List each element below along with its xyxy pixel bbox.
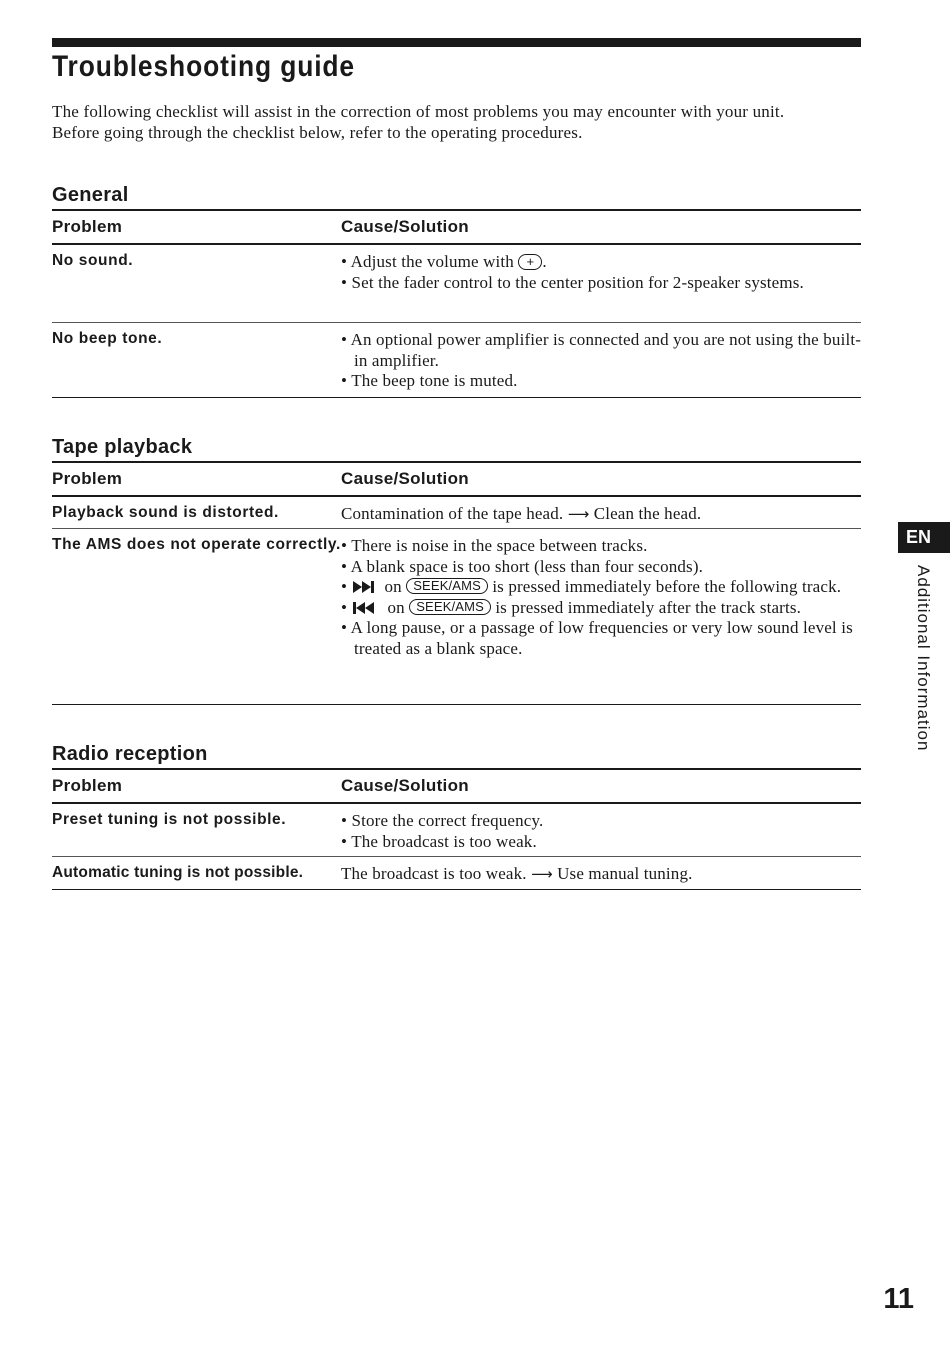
bullet: •	[341, 811, 348, 830]
solution-text: A blank space is too short (less than four seconds).	[350, 556, 704, 576]
table-row	[52, 497, 861, 529]
solution-cell	[341, 804, 861, 856]
language-tab: EN	[898, 522, 950, 553]
solution-text: There is noise in the space between tracks.	[351, 536, 648, 555]
troubleshooting-table	[52, 768, 861, 890]
solution-text: .	[542, 252, 547, 271]
solution-text: Adjust the volume with	[350, 252, 514, 271]
solution-cell	[341, 529, 861, 704]
section-title: General	[52, 184, 129, 206]
solution-text: The beep tone is muted.	[351, 371, 518, 390]
solution-text: is pressed immediately before the following track.	[492, 577, 842, 596]
solution-text: on	[387, 597, 405, 617]
bullet: •	[341, 536, 348, 555]
solution-text: Clean the head.	[593, 504, 702, 523]
intro-line-1: The following checklist will assist in the correction of most problems you may encounter with your unit.	[52, 102, 785, 121]
solution-text: A long pause, or a passage of low frequencies or very low sound level is treated as a blank space.	[350, 618, 853, 658]
bullet: •	[341, 556, 348, 576]
solution-item	[341, 832, 861, 853]
bullet: •	[341, 371, 348, 390]
solution-item	[341, 536, 861, 557]
solution-cell	[341, 245, 861, 322]
table-row	[52, 857, 861, 890]
previous-track-icon	[352, 601, 388, 615]
solution-text: is pressed immediately after the track starts.	[495, 597, 802, 617]
problem-cell: No beep tone.	[52, 330, 163, 347]
table-row	[52, 245, 861, 323]
bullet: •	[341, 577, 348, 596]
intro-line-2: Before going through the checklist below, refer to the operating procedures.	[52, 123, 583, 142]
solution-item	[341, 811, 861, 832]
solution-header: Cause/Solution	[341, 217, 469, 236]
solution-text: The broadcast is too weak.	[351, 831, 537, 851]
solution-header: Cause/Solution	[341, 776, 469, 795]
solution-header: Cause/Solution	[341, 469, 469, 488]
solution-item	[341, 252, 861, 273]
solution-item	[341, 330, 861, 371]
table-row	[52, 323, 861, 398]
solution-text: Contamination of the tape head.	[341, 504, 564, 523]
troubleshooting-table	[52, 209, 861, 398]
problem-header: Problem	[52, 776, 123, 795]
problem-header: Problem	[52, 217, 123, 236]
solution-cell	[341, 323, 861, 397]
arrow-right-icon: ⟶	[531, 865, 553, 883]
solution-item	[341, 577, 861, 598]
table-row	[52, 529, 861, 705]
section-title: Radio reception	[52, 743, 208, 765]
problem-cell: Playback sound is distorted.	[52, 504, 279, 521]
arrow-right-icon: ⟶	[567, 505, 590, 523]
top-rule	[52, 38, 861, 47]
bullet: •	[341, 618, 348, 637]
bullet: •	[341, 272, 348, 292]
problem-header: Problem	[52, 469, 123, 488]
solution-item	[341, 618, 861, 659]
solution-text: An optional power amplifier is connected and you are not using the built-in amplifier.	[350, 330, 862, 370]
solution-item	[341, 557, 861, 578]
bullet: •	[341, 597, 348, 617]
bullet: •	[341, 831, 348, 851]
troubleshooting-table	[52, 461, 861, 705]
solution-item	[341, 371, 861, 392]
solution-item	[341, 273, 861, 294]
next-track-icon	[352, 580, 385, 594]
bullet: •	[341, 252, 348, 271]
page-number: 11	[883, 1283, 914, 1315]
problem-cell: Preset tuning is not possible.	[52, 811, 287, 828]
solution-text: Use manual tuning.	[557, 864, 693, 883]
solution-item	[341, 598, 861, 619]
bullet: •	[341, 330, 348, 349]
table-header	[52, 770, 861, 804]
solution-text: Set the fader control to the center position for 2-speaker systems.	[351, 272, 804, 292]
solution-text: The broadcast is too weak.	[341, 864, 527, 883]
solution-text: Store the correct frequency.	[351, 811, 544, 830]
solution-text: on	[384, 577, 402, 596]
problem-cell: The AMS does not operate correctly.	[52, 536, 341, 553]
section-radio-reception	[52, 741, 861, 890]
section-side-label: Additional Information	[914, 565, 933, 752]
table-header	[52, 211, 861, 245]
seek-ams-button-icon: SEEK/AMS	[406, 578, 488, 594]
problem-cell: Automatic tuning is not possible.	[52, 864, 304, 881]
solution-cell	[341, 497, 861, 528]
problem-cell: No sound.	[52, 252, 134, 269]
volume-plus-button-icon: +	[518, 254, 542, 270]
intro	[52, 101, 860, 143]
table-header	[52, 463, 861, 497]
seek-ams-button-icon: SEEK/AMS	[409, 599, 491, 615]
page-title: Troubleshooting guide	[52, 50, 355, 83]
section-tape-playback	[52, 434, 861, 705]
section-general	[52, 182, 861, 398]
solution-cell	[341, 857, 861, 889]
table-row	[52, 804, 861, 857]
section-title: Tape playback	[52, 436, 193, 458]
